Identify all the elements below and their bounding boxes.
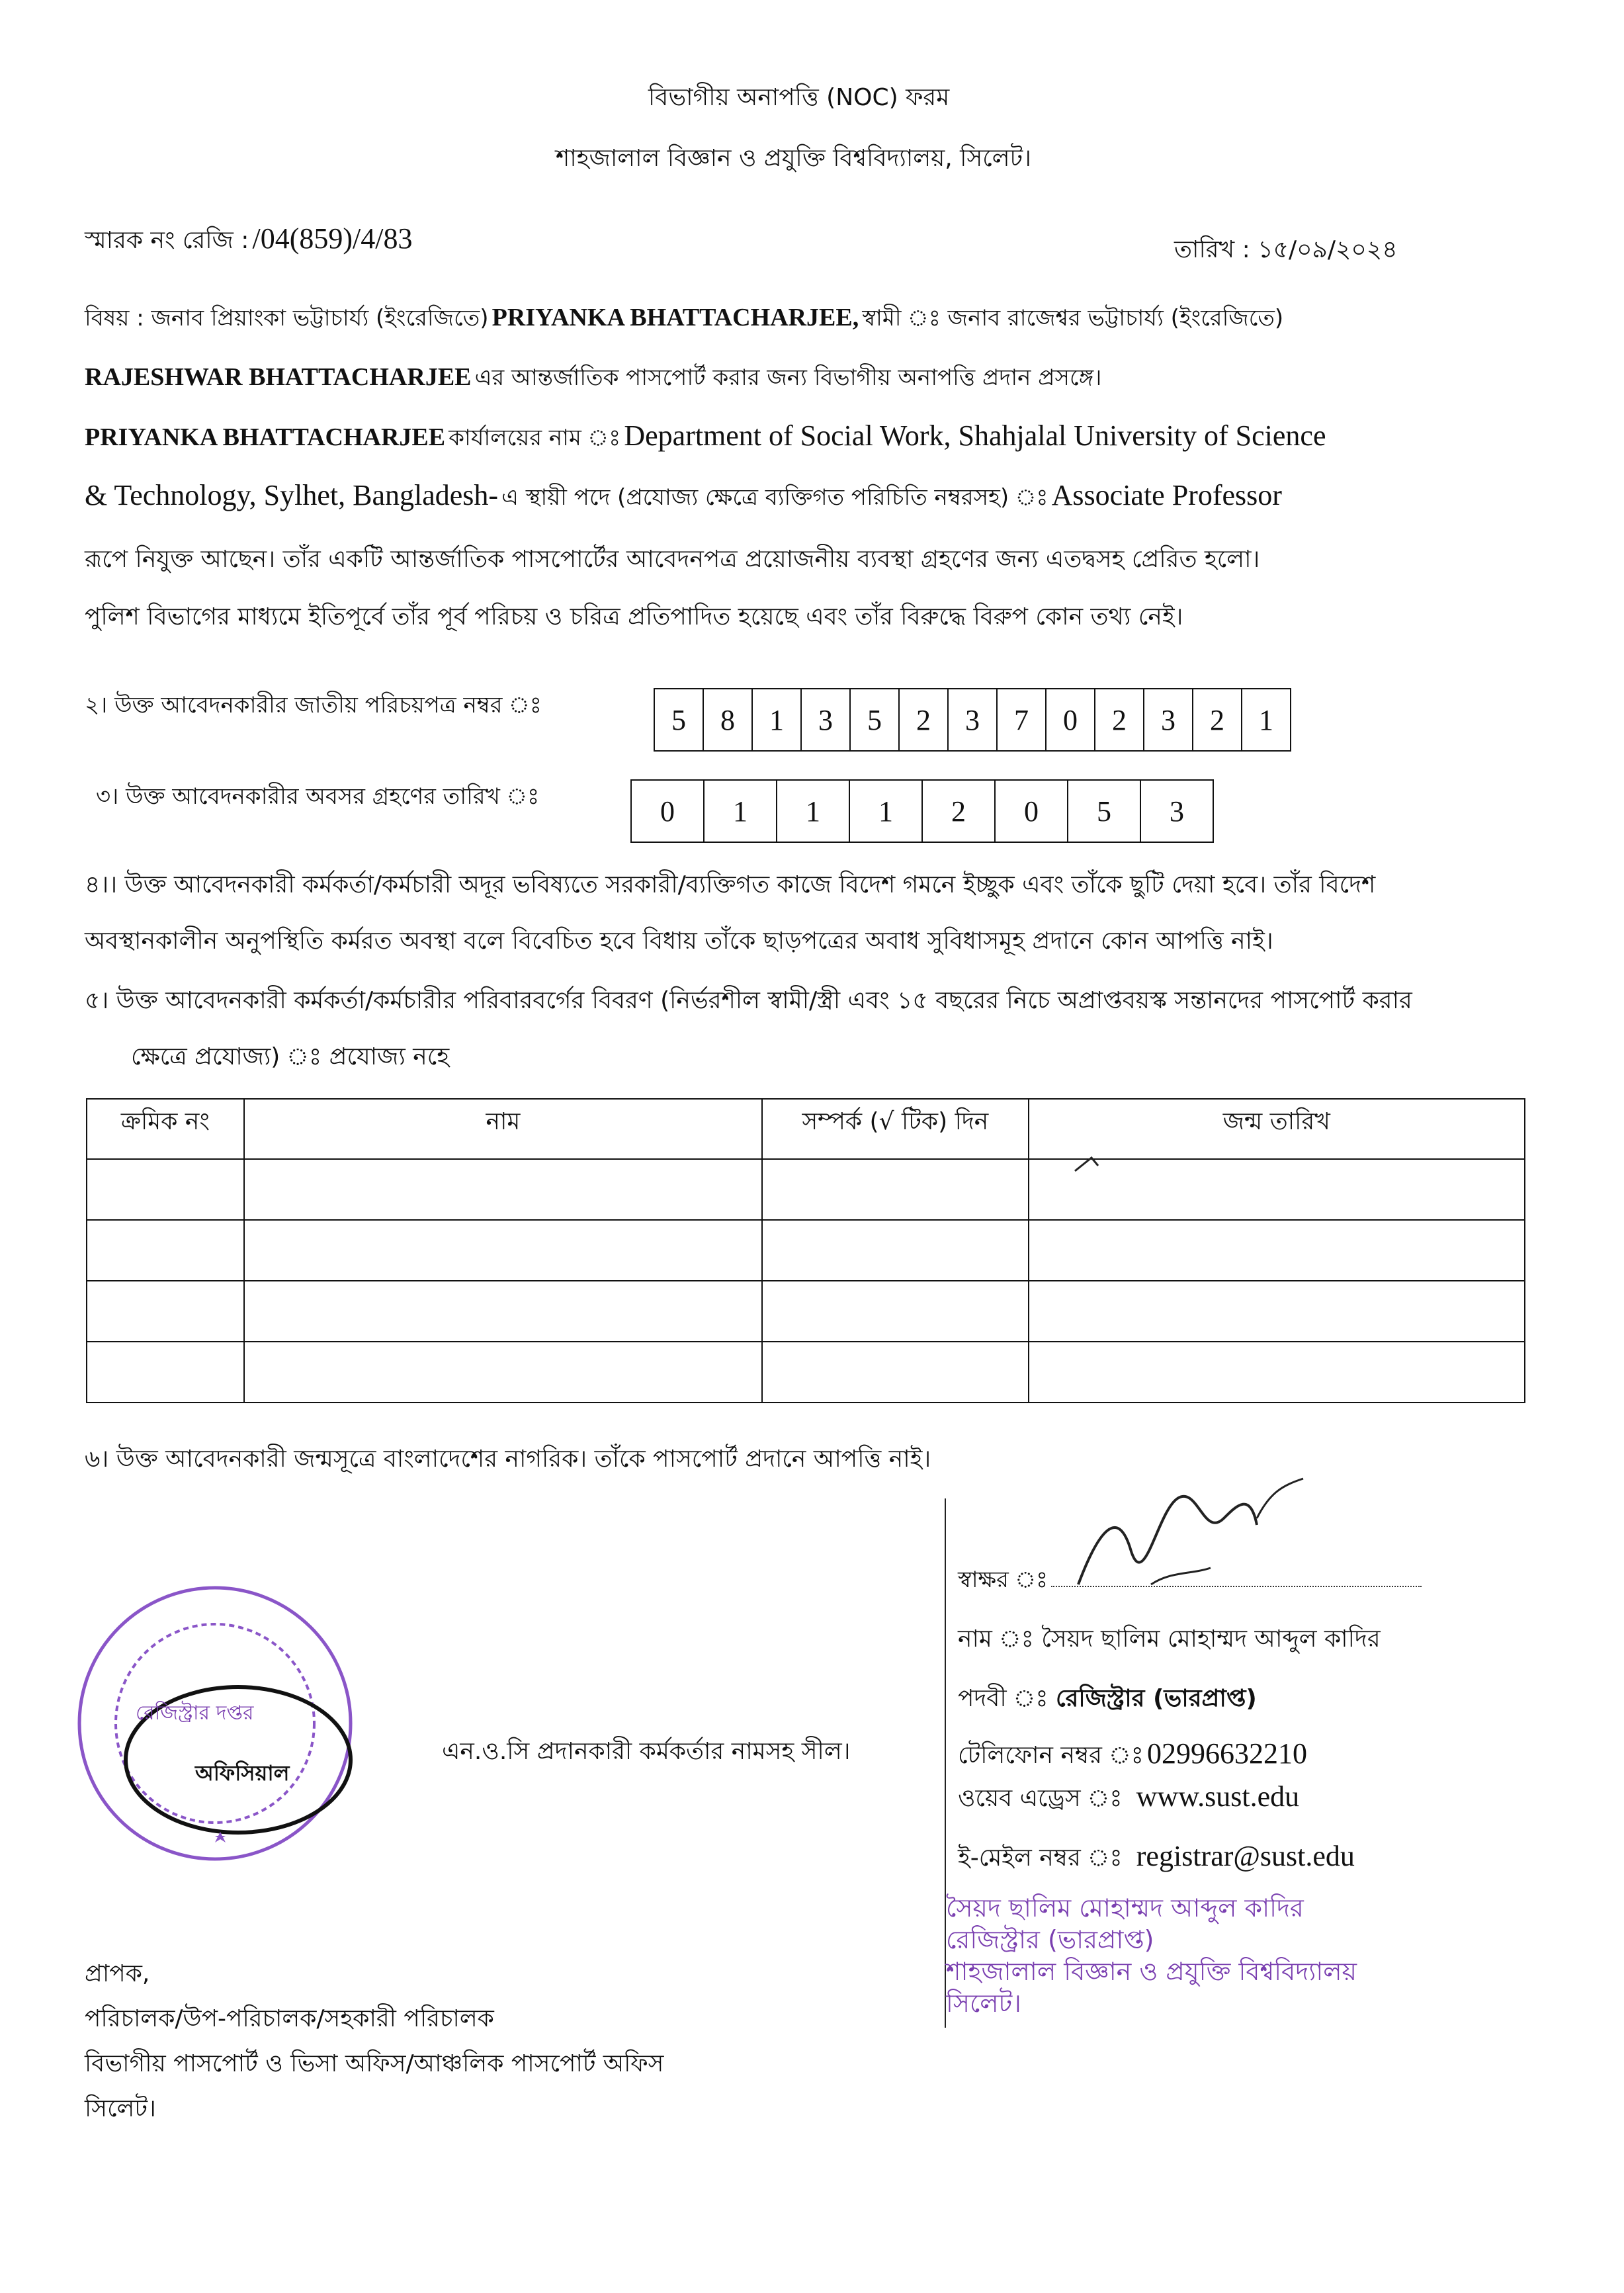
email-label: ই-মেইল নম্বর ঃ xyxy=(958,1844,1123,1872)
col-relation: সম্পর্ক (√ টিক) দিন xyxy=(762,1099,1029,1159)
body-line-6: পুলিশ বিভাগের মাধ্যমে ইতিপূর্বে তাঁর পূর্ব পরিচয় ও চরিত্র প্রতিপাদিত হয়েছে এবং তাঁর বিরুদ্ধে বিরুপ কোন তথ্য নেই। xyxy=(85,603,1183,630)
signatory-name-line xyxy=(958,1621,1381,1661)
office-label: কার্যালয়ের নাম ঃ xyxy=(449,425,621,451)
digit-box: 7 xyxy=(998,689,1047,750)
family-table xyxy=(86,1098,1525,1403)
signatory-post-line xyxy=(958,1680,1257,1720)
nid-label: ২। উক্ত আবেদনকারীর জাতীয় পরিচয়পত্র নম্বর ঃ xyxy=(85,692,542,718)
digit-box: 5 xyxy=(1068,781,1141,842)
digit-box: 1 xyxy=(777,781,850,842)
digit-box: 2 xyxy=(1095,689,1144,750)
signatory-name-label: নাম ঃ xyxy=(958,1625,1034,1653)
post-name: Associate Professor xyxy=(1051,479,1282,511)
table-header-row xyxy=(87,1099,1525,1159)
form-title: বিভাগীয় অনাপত্তি (NOC) ফরম xyxy=(648,84,950,111)
item4-line-2: অবস্থানকালীন অনুপস্থিতি কর্মরত অবস্থা বলে বিবেচিত হবে বিধায় তাঁকে ছাড়পত্রের অবাধ সুবিধাসমূহ প্রদানে কোন আপত্তি নাই। xyxy=(85,928,1273,955)
memo-date-value: ১৫/০৯/২০২৪ xyxy=(1258,236,1398,263)
signature-dotted-line xyxy=(1051,1579,1422,1587)
signature-label: স্বাক্ষর ঃ xyxy=(958,1567,1048,1593)
digit-box: 3 xyxy=(802,689,851,750)
body-applicant-name: PRIYANKA BHATTACHARJEE xyxy=(85,423,446,451)
digit-box: 3 xyxy=(949,689,998,750)
digit-box: 1 xyxy=(705,781,777,842)
university-name: শাহজালাল বিজ্ঞান ও প্রযুক্তি বিশ্ববিদ্যালয়, সিলেট। xyxy=(556,145,1032,172)
office-seal xyxy=(73,1581,357,1866)
memo-label: স্মারক নং রেজি : xyxy=(85,227,249,254)
table-row xyxy=(87,1281,1525,1342)
col-birthdate: জন্ম তারিখ xyxy=(1029,1099,1525,1159)
signatory-post: রেজিস্ট্রার (ভারপ্রাপ্ত) xyxy=(1056,1685,1257,1712)
digit-box: 2 xyxy=(923,781,996,842)
retirement-label: ৩। উক্ত আবেদনকারীর অবসর গ্রহণের তারিখ ঃ xyxy=(96,783,540,810)
seal-caption: এন.ও.সি প্রদানকারী কর্মকর্তার নামসহ সীল। xyxy=(442,1738,851,1765)
item6-text: ৬। উক্ত আবেদনকারী জন্মসূত্রে বাংলাদেশের নাগরিক। তাঁকে পাসপোর্ট প্রদানে আপত্তি নাই। xyxy=(85,1446,931,1473)
body-line-3 xyxy=(85,419,1326,458)
officer-stamp-line-2: রেজিস্ট্রার (ভারপ্রাপ্ত) xyxy=(946,1925,1154,1954)
phone-value: 02996632210 xyxy=(1146,1737,1307,1770)
web-label: ওয়েব এড্রেস ঃ xyxy=(958,1785,1123,1812)
email-line xyxy=(958,1839,1355,1880)
recipient-block xyxy=(85,1952,663,2132)
subject-line-2 xyxy=(85,361,1101,398)
digit-box: 1 xyxy=(1242,689,1291,750)
officer-stamp xyxy=(946,1892,1357,2019)
memo-date xyxy=(1174,232,1398,271)
col-name: নাম xyxy=(244,1099,762,1159)
table-row xyxy=(87,1342,1525,1403)
digit-box: 5 xyxy=(655,689,704,750)
table-row xyxy=(87,1220,1525,1281)
officer-stamp-line-3: শাহজালাল বিজ্ঞান ও প্রযুক্তি বিশ্ববিদ্যালয় xyxy=(946,1957,1357,1986)
retirement-boxes xyxy=(630,779,1214,843)
memo-date-label: তারিখ : xyxy=(1174,236,1250,263)
office-name: Department of Social Work, Shahjalal University of Science xyxy=(624,419,1326,452)
post-label: এ স্থায়ী পদে (প্রযোজ্য ক্ষেত্রে ব্যক্তিগত পরিচিতি নম্বরসহ) ঃ xyxy=(501,484,1048,511)
recipient-line-3: বিভাগীয় পাসপোর্ট ও ভিসা অফিস/আঞ্চলিক পাসপোর্ট অফিস xyxy=(85,2050,664,2077)
phone-label: টেলিফোন নম্বর ঃ xyxy=(958,1742,1144,1769)
signatory-post-label: পদবী ঃ xyxy=(958,1685,1048,1712)
digit-box: 2 xyxy=(900,689,949,750)
memo-line xyxy=(85,222,413,262)
web-value: www.sust.edu xyxy=(1136,1780,1300,1813)
digit-box: 3 xyxy=(1141,781,1214,842)
digit-box: 5 xyxy=(851,689,900,750)
subject-text-c: এর আন্তর্জাতিক পাসপোর্ট করার জন্য বিভাগীয় অনাপত্তি প্রদান প্রসঙ্গে। xyxy=(474,365,1102,391)
office-name-cont: & Technology, Sylhet, Bangladesh- xyxy=(85,479,499,511)
body-line-4 xyxy=(85,478,1282,518)
item5-line-1: ৫। উক্ত আবেদনকারী কর্মকর্তা/কর্মচারীর পরিবারবর্গের বিবরণ (নির্ভরশীল স্বামী/স্ত্রী এবং ১৫ বছরের নিচে অপ্রাপ্তবয়স্ক সন্তানদের পাসপোর্ট করার xyxy=(85,987,1412,1014)
recipient-line-1: প্রাপক, xyxy=(85,1960,150,1987)
spouse-name: RAJESHWAR BHATTACHARJEE xyxy=(85,363,472,391)
subject-text-a: বিষয় : জনাব প্রিয়াংকা ভট্টাচার্য্য (ইংরেজিতে) xyxy=(85,305,489,331)
digit-box: 0 xyxy=(632,781,705,842)
digit-box: 1 xyxy=(850,781,923,842)
digit-box: 8 xyxy=(704,689,753,750)
digit-box: 0 xyxy=(996,781,1068,842)
item5-line-2: ক্ষেত্রে প্রযোজ্য) ঃ প্রযোজ্য নহে xyxy=(131,1043,450,1070)
subject-line-1 xyxy=(85,301,1283,339)
col-serial: ক্রমিক নং xyxy=(87,1099,244,1159)
digit-box: 1 xyxy=(753,689,802,750)
pen-mark-icon xyxy=(1072,1151,1105,1178)
subject-text-b: স্বামী ঃ জনাব রাজেশ্বর ভট্টাচার্য্য (ইংরেজিতে) xyxy=(862,305,1284,331)
digit-box: 3 xyxy=(1144,689,1193,750)
digit-box: 0 xyxy=(1047,689,1095,750)
officer-stamp-line-4: সিলেট। xyxy=(946,1989,1021,2018)
body-line-5: রূপে নিযুক্ত আছেন। তাঁর একটি আন্তর্জাতিক পাসপোর্টের আবেদনপত্র প্রয়োজনীয় ব্যবস্থা গ্রহণের জন্য এতদ্বসহ প্রেরিত হলো। xyxy=(85,546,1260,573)
phone-line xyxy=(958,1737,1307,1777)
table-row xyxy=(87,1159,1525,1220)
applicant-name: PRIYANKA BHATTACHARJEE, xyxy=(491,304,859,331)
recipient-line-4: সিলেট। xyxy=(85,2095,156,2122)
seal-official-label: অফিসিয়াল xyxy=(195,1760,290,1786)
recipient-line-2: পরিচালক/উপ-পরিচালক/সহকারী পরিচালক xyxy=(85,2005,494,2032)
signature-line xyxy=(958,1563,1422,1600)
email-value: registrar@sust.edu xyxy=(1136,1840,1355,1872)
nid-boxes xyxy=(654,688,1291,752)
memo-number: /04(859)/4/83 xyxy=(252,222,413,255)
signatory-name: সৈয়দ ছালিম মোহাম্মদ আব্দুল কাদির xyxy=(1041,1625,1381,1653)
seal-inner-text: রেজিস্ট্রার দপ্তর xyxy=(136,1702,254,1725)
digit-box: 2 xyxy=(1193,689,1242,750)
web-line xyxy=(958,1780,1299,1820)
officer-stamp-line-1: সৈয়দ ছালিম মোহাম্মদ আব্দুল কাদির xyxy=(946,1893,1304,1923)
item4-line-1: ৪।। উক্ত আবেদনকারী কর্মকর্তা/কর্মচারী অদূর ভবিষ্যতে সরকারী/ব্যক্তিগত কাজে বিদেশ গমনে ইচ্ছুক এবং তাঁকে ছুটি দেয়া হবে। তাঁর বিদেশ xyxy=(85,871,1376,898)
